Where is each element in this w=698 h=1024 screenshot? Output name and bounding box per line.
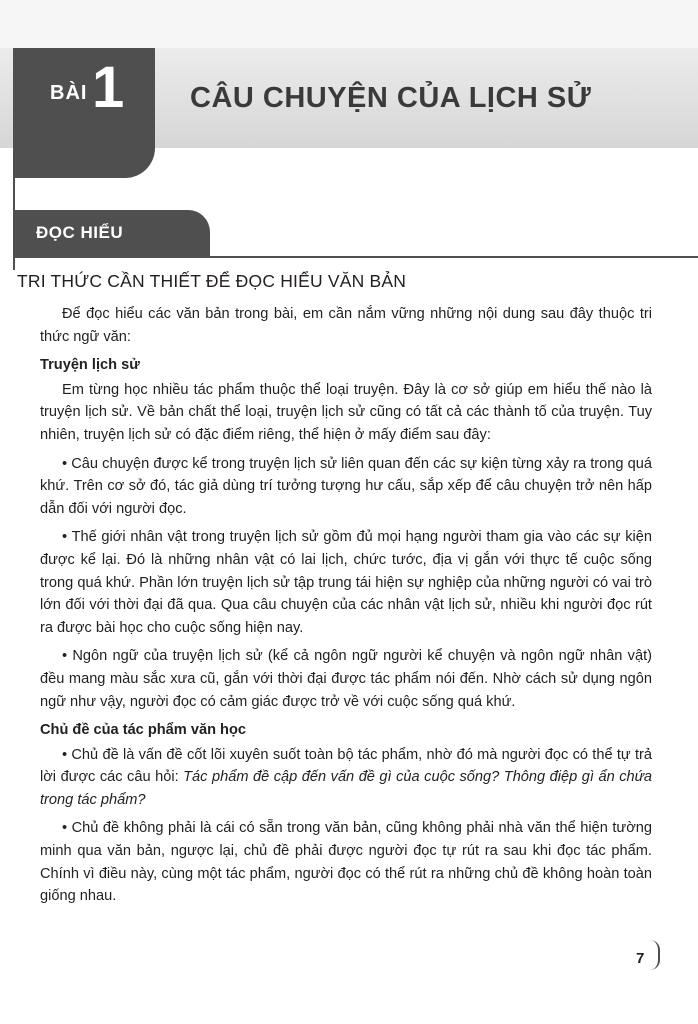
section-divider (13, 256, 698, 258)
show-through-texture (150, 175, 690, 263)
theme-bullet-1 (40, 744, 652, 812)
historical-story-bullet-3: • Ngôn ngữ của truyện lịch sử (kể cả ngôn ngữ người kể chuyện và ngôn ngữ nhân vật) đều mang màu sắc xưa cũ, gắn với thời đại được tác phẩm nói đến. Nhờ cách sử dụng ngôn ngữ như vậy, người đọc có cảm giác được trở về với cuộc sống quá khứ. (40, 648, 652, 710)
body-text (40, 303, 652, 914)
lesson-title: CÂU CHUYỆN CỦA LỊCH SỬ (190, 82, 592, 114)
page-number-bracket (650, 940, 660, 970)
intro-paragraph: Để đọc hiểu các văn bản trong bài, em cần nắm vững những nội dung sau đây thuộc tri thức ngữ văn: (40, 306, 652, 345)
historical-story-intro: Em từng học nhiều tác phẩm thuộc thể loại truyện. Đây là cơ sở giúp em hiểu thế nào là truyện lịch sử. Về bản chất thể loại, truyện lịch sử cũng có tất cả các thành tố của truyện. Tuy nhiên, truyện lịch sử có đặc điểm riêng, thể hiện ở mấy điểm sau đây: (40, 381, 652, 443)
theme-bullet-1-lead: • Chủ đề là vấn đề cốt lõi xuyên suốt toàn bộ tác phẩm, nhờ đó mà người đọc có thể tự trả lời được các câu hỏi: (40, 746, 652, 786)
page-number: 7 (636, 950, 645, 967)
historical-story-bullet-1: • Câu chuyện được kể trong truyện lịch sử liên quan đến các sự kiện từng xảy ra trong quá khứ. Trên cơ sở đó, tác giả dùng trí tưởng tượng hư cấu, sắp xếp để câu chuyện trở nên hấp dẫn đối với người đọc. (40, 455, 652, 517)
lesson-number: 1 (92, 55, 125, 120)
lesson-tab (13, 48, 155, 178)
theme-heading: Chủ đề của tác phẩm văn học (40, 722, 246, 739)
theme-bullet-1-questions: Tác phẩm đề cập đến vấn đề gì của cuộc sống? Thông điệp gì ẩn chứa trong tác phẩm? (40, 769, 652, 808)
historical-story-heading: Truyện lịch sử (40, 357, 140, 374)
theme-bullet-2: • Chủ đề không phải là cái có sẵn trong văn bản, cũng không phải nhà văn thể hiện tường minh qua văn bản, ngược lại, chủ đề phải được người đọc tự rút ra sau khi đọc tác phẩm. Chính vì điều này, cùng một tác phẩm, người đọc có thể rút ra những chủ đề không hoàn toàn giống nhau. (40, 820, 652, 905)
knowledge-title: TRI THỨC CẦN THIẾT ĐỂ ĐỌC HIỂU VĂN BẢN (17, 271, 407, 291)
header-top-strip (0, 0, 698, 48)
historical-story-bullet-2: • Thế giới nhân vật trong truyện lịch sử gồm đủ mọi hạng người tham gia vào các sự kiện được kể lại. Đó là những nhân vật có lai lịch, chức tước, địa vị gắn với thực tế cuộc sống trong quá khứ. Phần lớn truyện lịch sử tập trung tái hiện sự nghiệp của những người có vai trò lớn đối với thời đại đã qua. Qua câu chuyện của các nhân vật lịch sử, nhiều khi người đọc rút ra được bài học cho cuộc sống hiện nay. (40, 529, 652, 636)
section-label: ĐỌC HIỂU (36, 223, 124, 242)
lesson-label: BÀI (50, 82, 88, 104)
